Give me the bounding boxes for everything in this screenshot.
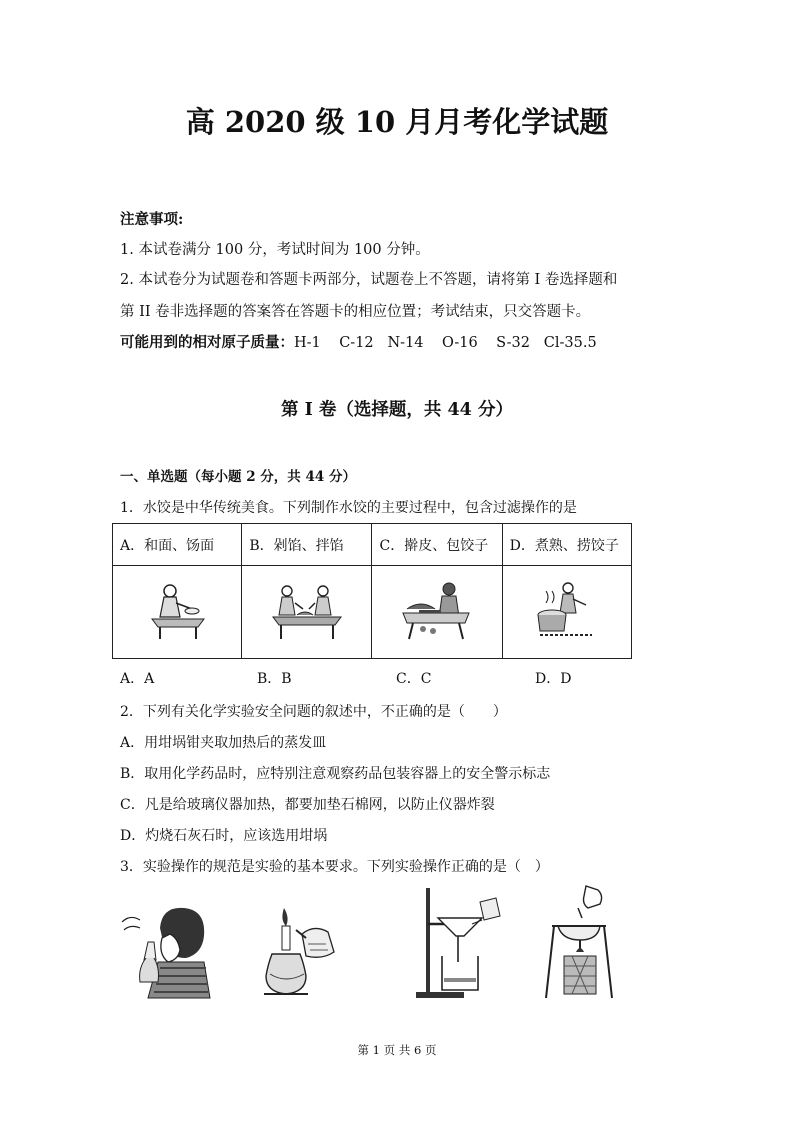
atomic-mass-label: 可能用到的相对原子质量： [120, 334, 294, 351]
q1-picture-d [502, 566, 631, 659]
q1-header-d: D．煮熟、捞饺子 [502, 524, 631, 566]
q1-option-c: C．C [396, 671, 432, 687]
crucible-heating-icon [540, 882, 620, 1002]
q2-option-d: D．灼烧石灰石时，应该选用坩埚 [120, 828, 328, 844]
chopping-filling-icon [269, 579, 345, 641]
note-item-1: 1. 本试卷满分 100 分，考试时间为 100 分钟。 [120, 242, 430, 258]
q1-stem: 1．水饺是中华传统美食。下列制作水饺的主要过程中，包含过滤操作的是 [120, 500, 577, 516]
boiling-dumplings-icon [532, 579, 602, 641]
smelling-gas-icon [118, 898, 214, 1004]
rolling-wrappers-icon [399, 579, 475, 641]
note-item-2: 2. 本试卷分为试题卷和答题卡两部分，试题卷上不答题，请将第 I 卷选择题和 [120, 272, 618, 288]
q1-picture-c [372, 566, 502, 659]
q1-picture-a [113, 566, 242, 659]
notes-heading: 注意事项: [120, 211, 184, 228]
note-item-3: 第 II 卷非选择题的答案答在答题卡的相应位置；考试结束，只交答题卡。 [120, 304, 591, 320]
atomic-mass-values: H-1 C-12 N-14 O-16 S-32 Cl-35.5 [294, 335, 597, 351]
q1-header-a: A．和面、饧面 [113, 524, 242, 566]
q1-table [112, 523, 632, 659]
q1-option-b: B．B [257, 671, 292, 687]
lighting-alcohol-lamp-icon [244, 904, 344, 1002]
page-title: 高 2020 级 10 月月考化学试题 [185, 105, 609, 139]
q1-picture-b [242, 566, 372, 659]
atomic-mass-line [120, 331, 597, 352]
q1-option-a: A．A [120, 671, 155, 687]
page-footer: 第 1 页 共 6 页 [357, 1043, 437, 1057]
part-heading: 一、单选题（每小题 2 分，共 44 分） [120, 469, 356, 485]
q2-option-b: B．取用化学药品时，应特别注意观察药品包装容器上的安全警示标志 [120, 766, 551, 782]
q2-option-c: C．凡是给玻璃仪器加热，都要加垫石棉网，以防止仪器炸裂 [120, 797, 495, 813]
filtration-setup-icon [412, 884, 512, 1004]
q1-header-c: C．擀皮、包饺子 [372, 524, 502, 566]
q1-header-b: B．剁馅、拌馅 [242, 524, 372, 566]
q3-stem: 3．实验操作的规范是实验的基本要求。下列实验操作正确的是（ ） [120, 859, 549, 875]
kneading-dough-icon [142, 579, 212, 641]
q1-option-d: D．D [535, 671, 572, 687]
q2-option-a: A．用坩埚钳夹取加热后的蒸发皿 [120, 735, 327, 751]
section-title: 第 I 卷（选择题，共 44 分） [281, 400, 513, 420]
q2-stem: 2．下列有关化学实验安全问题的叙述中，不正确的是（ ） [120, 704, 507, 720]
